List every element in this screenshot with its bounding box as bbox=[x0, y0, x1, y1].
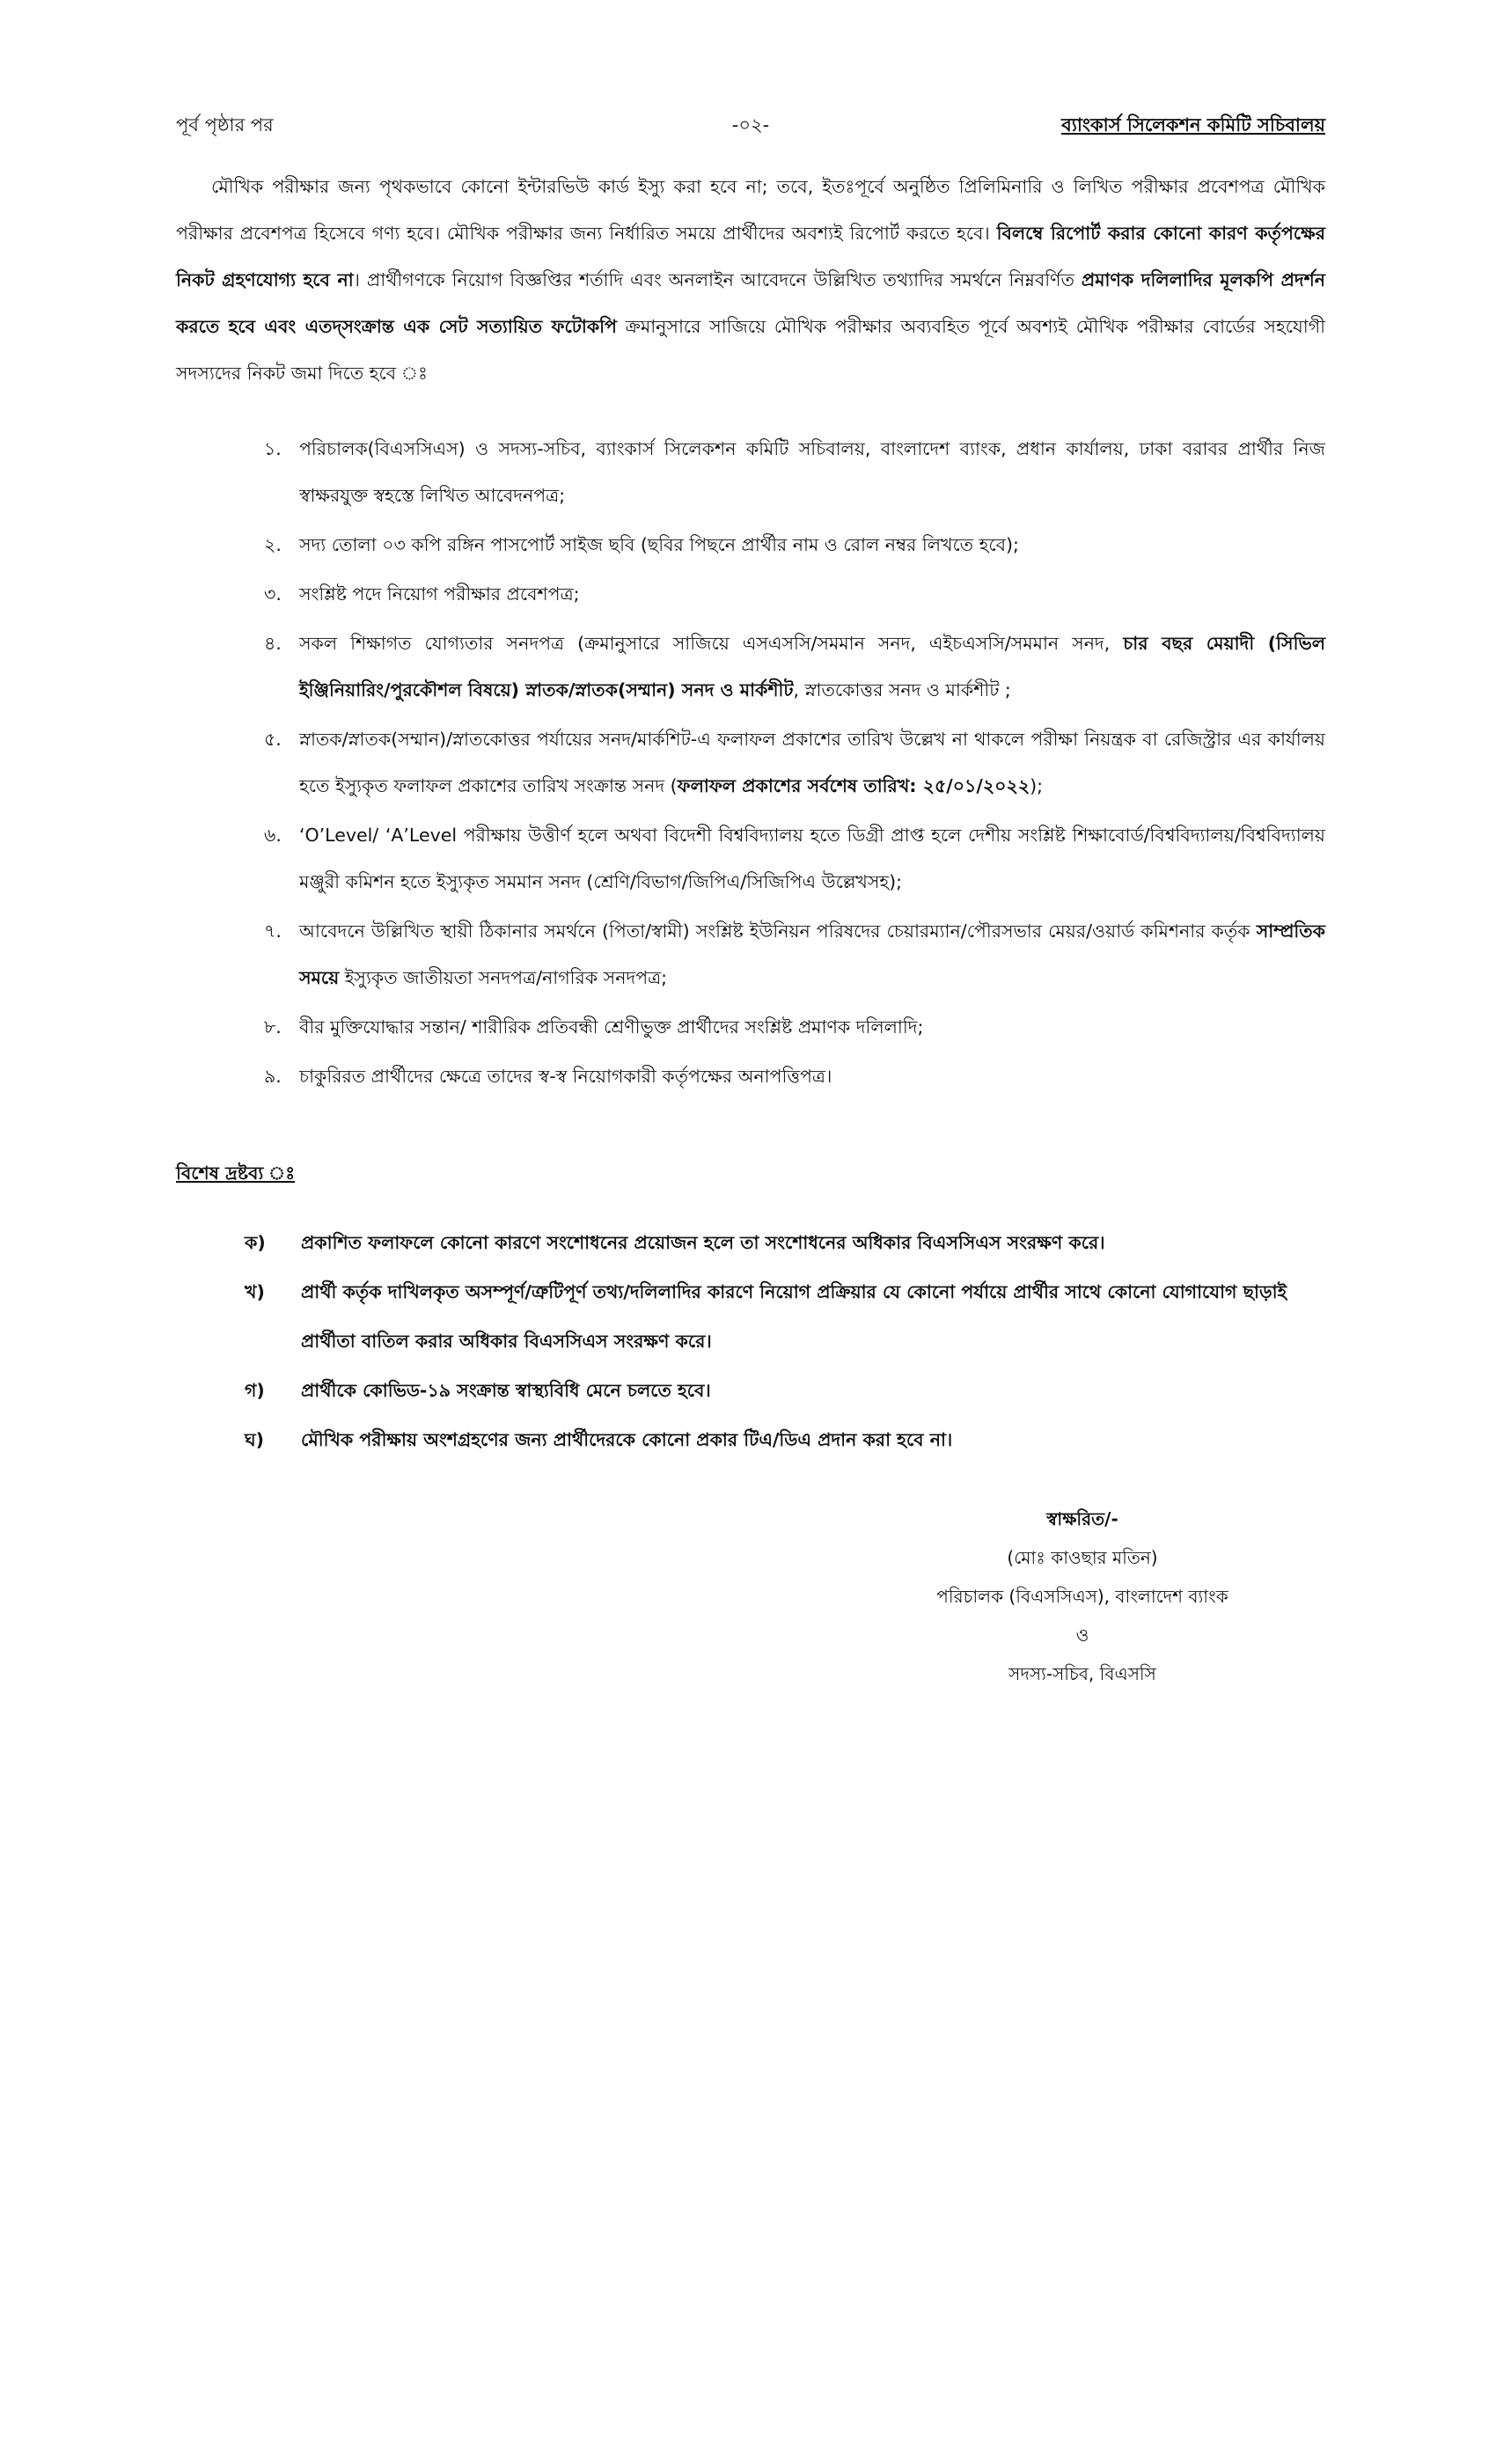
list-item bbox=[176, 1004, 1325, 1051]
list-item-text: সংশ্লিষ্ট পদে নিয়োগ পরীক্ষার প্রবেশপত্র; bbox=[299, 583, 580, 605]
list-item-number: ৫. bbox=[264, 729, 282, 750]
intro-text-2: । প্রার্থীগণকে নিয়োগ বিজ্ঞপ্তির শর্তাদি এবং অনলাইন আবেদনে উল্লিখিত তথ্যাদির সমর্থনে নিম্নবর্ণিত bbox=[353, 269, 1082, 290]
signatory-designation-2: সদস্য-সচিব, বিএসসি bbox=[1008, 1663, 1156, 1684]
list-item-text-after: ইস্যুকৃত জাতীয়তা সনদপত্র/নাগরিক সনদপত্র; bbox=[339, 967, 668, 988]
list-item-text: পরিচালক(বিএসসিএস) ও সদস্য-সচিব, ব্যাংকার্স সিলেকশন কমিটি সচিবালয়, বাংলাদেশ ব্যাংক, প্রধান কার্যালয়, ঢাকা বরাবর প্রার্থীর নিজ স্বাক্ষরযুক্ত স্বহস্তে লিখিত আবেদনপত্র; bbox=[299, 438, 1325, 506]
signature-block bbox=[906, 1500, 1258, 1693]
intro-text-1: মৌখিক পরীক্ষার জন্য পৃথকভাবে কোনো ইন্টারভিউ কার্ড ইস্যু করা হবে না; তবে, ইতঃপূর্বে অনুষ্ঠিত প্রিলিমিনারি ও লিখিত পরীক্ষার প্রবেশপত্র মৌখিক পরীক্ষার প্রবেশপত্র হিসেবে গণ্য হবে। মৌখিক পরীক্ষার জন্য নির্ধারিত সময়ে প্রার্থীদের অবশ্যই রিপোর্ট করতে হবে। bbox=[176, 176, 1325, 244]
list-item-text: সদ্য তোলা ০৩ কপি রঙ্গিন পাসপোর্ট সাইজ ছবি (ছবির পিছনে প্রার্থীর নাম ও রোল নম্বর লিখতে হবে); bbox=[299, 534, 1019, 555]
note-item bbox=[176, 1267, 1325, 1366]
list-item-number: ৬. bbox=[264, 825, 282, 846]
list-item-number: ২. bbox=[264, 534, 282, 555]
note-item bbox=[176, 1415, 1325, 1464]
list-item-number: ১. bbox=[264, 438, 282, 459]
list-item-text-after: , স্নাতকোত্তর সনদ ও মার্কশীট ; bbox=[793, 679, 1011, 700]
note-item bbox=[176, 1366, 1325, 1415]
list-item-number: ৯. bbox=[264, 1066, 282, 1087]
required-documents-list bbox=[176, 426, 1325, 1103]
intro-bold-1: বিলম্বে রিপোর্ট করার কোনো কারণ কর্তৃপক্ষের নিকট গ্রহণযোগ্য হবে না bbox=[176, 223, 1325, 290]
page-number: -০২- bbox=[731, 114, 770, 136]
list-item-number: ৩. bbox=[264, 583, 282, 605]
note-text: প্রার্থী কর্তৃক দাখিলকৃত অসম্পূর্ণ/ত্রুটিপূর্ণ তথ্য/দলিলাদির কারণে নিয়োগ প্রক্রিয়ার যে কোনো পর্যায়ে প্রার্থীর সাথে কোনো যোগাযোগ ছাড়াই প্রার্থীতা বাতিল করার অধিকার বিএসসিএস সংরক্ষণ করে। bbox=[301, 1281, 1287, 1352]
list-item-number: ৭. bbox=[264, 920, 282, 942]
intro-text-3: ক্রমানুসারে সাজিয়ে মৌখিক পরীক্ষার অব্যবহিত পূর্বে অবশ্যই মৌখিক পরীক্ষার বোর্ডের সহযোগী সদস্যদের নিকট জমা দিতে হবে ঃ bbox=[176, 316, 1326, 384]
note-text: প্রকাশিত ফলাফলে কোনো কারণে সংশোধনের প্রয়োজন হলে তা সংশোধনের অধিকার বিএসসিএস সংরক্ষণ করে। bbox=[301, 1232, 1105, 1253]
list-item-text: সকল শিক্ষাগত যোগ্যতার সনদপত্র (ক্রমানুসারে সাজিয়ে এসএসসি/সমমান সনদ, এইচএসসি/সমমান সনদ, bbox=[299, 633, 1124, 654]
list-item-bold: সাম্প্রতিক সময়ে bbox=[299, 920, 1325, 988]
header-office-name: ব্যাংকার্স সিলেকশন কমিটি সচিবালয় bbox=[1061, 114, 1325, 136]
signatory-name: (মোঃ কাওছার মতিন) bbox=[1007, 1547, 1158, 1568]
special-notes-heading: বিশেষ দ্রষ্টব্য ঃ bbox=[176, 1162, 296, 1184]
list-item bbox=[176, 522, 1325, 568]
note-label: ঘ) bbox=[245, 1429, 265, 1450]
list-item-text: স্নাতক/স্নাতক(সম্মান)/স্নাতকোত্তর পর্যায়ের সনদ/মার্কশিট-এ ফলাফল প্রকাশের তারিখ উল্লেখ না থাকলে পরীক্ষা নিয়ন্ত্রক বা রেজিস্ট্রার এর কার্যালয় হতে ইস্যুকৃত ফলাফল প্রকাশের তারিখ সংক্রান্ত সনদ ( bbox=[299, 729, 1325, 796]
list-item bbox=[176, 571, 1325, 618]
list-item-bold: ফলাফল প্রকাশের সর্বশেষ তারিখ: ২৫/০১/২০২২ bbox=[677, 775, 1030, 796]
header-continued-label: পূর্ব পৃষ্ঠার পর bbox=[176, 114, 274, 136]
page-header bbox=[176, 111, 1325, 146]
list-item-number: ৮. bbox=[264, 1016, 282, 1038]
signatory-designation-1: পরিচালক (বিএসসিএস), বাংলাদেশ ব্যাংক bbox=[936, 1586, 1228, 1607]
note-text: মৌখিক পরীক্ষায় অংশগ্রহণের জন্য প্রার্থীদেরকে কোনো প্রকার টিএ/ডিএ প্রদান করা হবে না। bbox=[301, 1429, 953, 1450]
note-label: খ) bbox=[245, 1281, 265, 1302]
list-item-text-after: ); bbox=[1030, 775, 1044, 796]
list-item-text: ‘O’Level/ ‘A’Level পরীক্ষায় উত্তীর্ণ হলে অথবা বিদেশী বিশ্ববিদ্যালয় হতে ডিগ্রী প্রাপ্ত হলে দেশীয় সংশ্লিষ্ট শিক্ষাবোর্ড/বিশ্ববিদ্যালয়/বিশ্ববিদ্যালয় মঞ্জুরী কমিশন হতে ইস্যুকৃত সমমান সনদ (শ্রেণি/বিভাগ/জিপিএ/সিজিপিএ উল্লেখসহ); bbox=[299, 825, 1325, 892]
list-item-text: চাকুরিরত প্রার্থীদের ক্ষেত্রে তাদের স্ব-স্ব নিয়োগকারী কর্তৃপক্ষের অনাপত্তিপত্র। bbox=[299, 1066, 832, 1087]
list-item-text: বীর মুক্তিযোদ্ধার সন্তান/ শারীরিক প্রতিবন্ধী শ্রেণীভুক্ত প্রার্থীদের সংশ্লিষ্ট প্রমাণক দলিলাদি; bbox=[299, 1016, 924, 1038]
intro-bold-2: প্রমাণক দলিলাদির মূলকপি প্রদর্শন করতে হবে এবং এতদ্‌সংক্রান্ত এক সেট সত্যায়িত ফটোকপি bbox=[176, 269, 1326, 337]
list-item-bold: চার বছর মেয়াদী (সিভিল ইঞ্জিনিয়ারিং/পুরকৌশল বিষয়ে) স্নাতক/স্নাতক(সম্মান) সনদ ও মার্কশীট bbox=[299, 633, 1325, 700]
note-label: ক) bbox=[245, 1232, 266, 1253]
list-item bbox=[176, 716, 1325, 810]
list-item-text: আবেদনে উল্লিখিত স্থায়ী ঠিকানার সমর্থনে (পিতা/স্বামী) সংশ্লিষ্ট ইউনিয়ন পরিষদের চেয়ারম্যান/পৌরসভার মেয়র/ওয়ার্ড কমিশনার কর্তৃক bbox=[299, 920, 1257, 942]
list-item-number: ৪. bbox=[264, 633, 282, 654]
note-text: প্রার্থীকে কোভিড-১৯ সংক্রান্ত স্বাস্থ্যবিধি মেনে চলতে হবে। bbox=[301, 1380, 711, 1401]
list-item bbox=[176, 908, 1325, 1001]
signatory-and: ও bbox=[1075, 1624, 1089, 1646]
intro-paragraph bbox=[176, 164, 1325, 397]
list-item bbox=[176, 1053, 1325, 1100]
signed-label: স্বাক্ষরিত/- bbox=[1046, 1508, 1118, 1529]
note-item bbox=[176, 1218, 1325, 1267]
list-item bbox=[176, 812, 1325, 906]
list-item bbox=[176, 620, 1325, 714]
special-notes-list bbox=[176, 1218, 1325, 1464]
list-item bbox=[176, 426, 1325, 519]
note-label: গ) bbox=[245, 1380, 265, 1401]
